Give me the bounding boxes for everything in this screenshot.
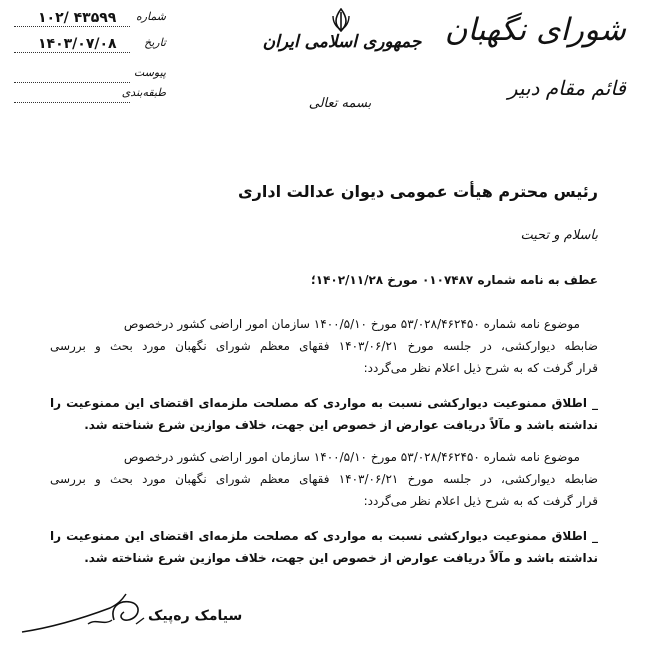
paragraph-line: قرار گرفت که به شرح ذیل اعلام نظر می‌گردد: <box>363 494 598 508</box>
org-subtitle: قائم مقام دبیر <box>507 76 626 100</box>
meta-classification <box>14 86 166 106</box>
ruling-1 <box>50 392 598 436</box>
paragraph-line: موضوع نامه شماره ۵۳/۰۲۸/۴۶۲۴۵۰ مورخ ۱۴۰۰/۵/۱۰ سازمان امور اراضی کشور درخصوص <box>123 317 580 331</box>
ruling-line: نداشته باشد و مآلاً دریافت عوارض از خصوص این جهت، خلاف موازین شرع شناخته شد. <box>84 551 598 565</box>
ruling-2 <box>50 525 598 569</box>
meta-divider <box>14 82 130 83</box>
date-label: تاریخ <box>144 36 166 49</box>
greeting: باسلام و تحیت <box>520 228 598 243</box>
classification-label: طبقه‌بندی <box>121 86 166 99</box>
signer-name: سیامک ره‌پیک <box>148 608 243 624</box>
paragraph-line: موضوع نامه شماره ۵۳/۰۲۸/۴۶۲۴۵۰ مورخ ۱۴۰۰/۵/۱۰ سازمان امور اراضی کشور درخصوص <box>123 450 580 464</box>
paragraph-1 <box>50 313 598 379</box>
meta-divider <box>14 102 130 103</box>
recipient-title: رئیس محترم هیأت عمومی دیوان عدالت اداری <box>238 182 598 201</box>
org-name: شورای نگهبان <box>444 12 626 48</box>
paragraph-2 <box>50 446 598 512</box>
meta-attachment <box>14 66 166 86</box>
signature-scribble <box>18 590 148 640</box>
number-label: شماره <box>135 10 166 23</box>
meta-number <box>14 10 166 30</box>
republic-title: جمهوری اسلامی ایران <box>262 32 422 52</box>
meta-divider <box>14 26 130 27</box>
iran-emblem-icon <box>330 8 352 32</box>
date-value: ۱۴۰۳/۰۷/۰۸ <box>38 36 117 52</box>
ruling-line: _ اطلاق ممنوعیت دیوارکشی نسبت به مواردی که مصلحت ملزمه‌ای اقتضای این ممنوعیت را <box>50 529 598 543</box>
meta-date <box>14 36 166 56</box>
ruling-line: _ اطلاق ممنوعیت دیوارکشی نسبت به مواردی که مصلحت ملزمه‌ای اقتضای این ممنوعیت را <box>50 396 598 410</box>
reference-line: عطف به نامه شماره ۰۱۰۷۴۸۷ مورخ ۱۴۰۲/۱۱/۲۸؛ <box>310 273 598 287</box>
paragraph-line: ضابطه دیوارکشی، در جلسه مورخ ۱۴۰۳/۰۶/۲۱ فقهای معظم شورای نگهبان مورد بحث و بررسی <box>50 472 598 486</box>
attachment-label: پیوست <box>133 66 166 79</box>
basmala: بسمه تعالی <box>308 96 372 111</box>
number-value: ۱۰۲/ ۴۳۵۹۹ <box>38 10 117 26</box>
paragraph-line: قرار گرفت که به شرح ذیل اعلام نظر می‌گردد: <box>363 361 598 375</box>
paragraph-line: ضابطه دیوارکشی، در جلسه مورخ ۱۴۰۳/۰۶/۲۱ فقهای معظم شورای نگهبان مورد بحث و بررسی <box>50 339 598 353</box>
meta-divider <box>14 52 130 53</box>
ruling-line: نداشته باشد و مآلاً دریافت عوارض از خصوص این جهت، خلاف موازین شرع شناخته شد. <box>84 418 598 432</box>
